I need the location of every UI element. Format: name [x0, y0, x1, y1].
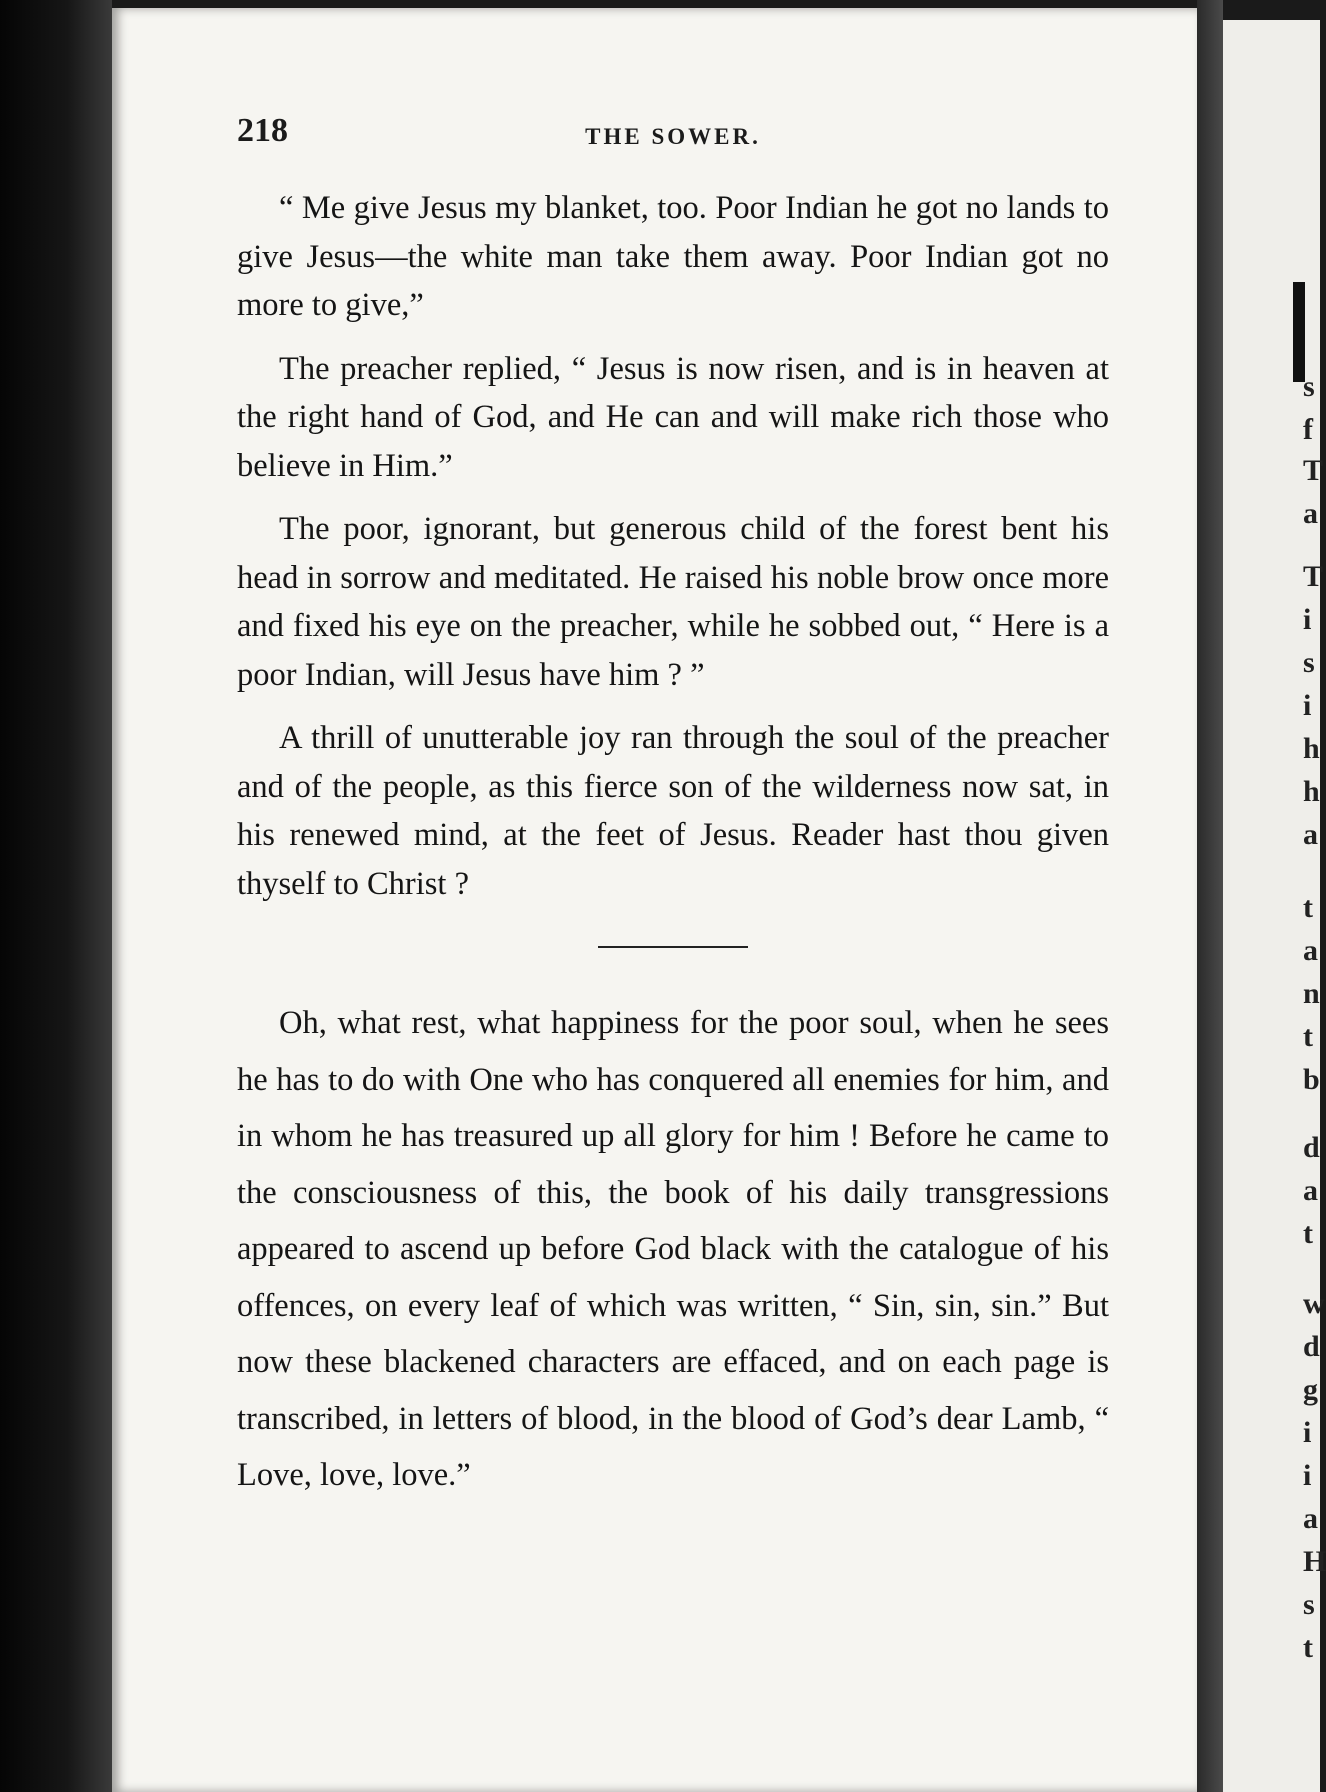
scan-dark-margin — [0, 0, 112, 1792]
facing-page-initial — [1293, 282, 1305, 382]
facing-page-line-start: f — [1303, 413, 1313, 446]
facing-page-line-start: i — [1303, 603, 1312, 636]
paragraph-child-of-forest: The poor, ignorant, but generous child of the forest bent his head in sorrow and meditated. He raised his noble brow once more and fixed his eye on the preacher, while he sobbed out, “ Here is a poor Indian, will Jesus have him ? ” — [237, 511, 1109, 693]
facing-page-fragment — [1223, 20, 1326, 1792]
paragraph-preacher-reply: The preacher replied, “ Jesus is now risen, and is in heaven at the right hand of God, and He can and will make rich those who believe in Him.” — [237, 350, 1109, 484]
facing-page-line-start: T — [1303, 560, 1324, 593]
paragraph-indian-blanket: “ Me give Jesus my blanket, too. Poor Indian he got no lands to give Jesus—the white man take them away. Poor Indian got no more to give,” — [237, 190, 1109, 323]
book-gutter — [1197, 0, 1223, 1792]
page-header — [237, 112, 1109, 164]
facing-page-line-start: d — [1303, 1330, 1320, 1363]
facing-page-line-start: t — [1303, 891, 1313, 924]
facing-page-line-start: s — [1303, 370, 1315, 403]
facing-page-line-start: s — [1303, 646, 1315, 679]
facing-page-line-start: s — [1303, 1588, 1315, 1621]
facing-page-line-start: a — [1303, 934, 1318, 967]
facing-page-line-start: w — [1303, 1287, 1325, 1320]
facing-page-line-start: i — [1303, 1416, 1312, 1449]
facing-page-line-start: g — [1303, 1373, 1318, 1406]
facing-page-line-start: h — [1303, 732, 1320, 765]
facing-page-line-start: T — [1303, 454, 1324, 487]
facing-page-line-start: a — [1303, 1502, 1318, 1535]
facing-page-line-start: a — [1303, 1174, 1318, 1207]
facing-page-line-start: b — [1303, 1063, 1320, 1096]
facing-page-line-start: t — [1303, 1020, 1313, 1053]
page-body — [237, 184, 1109, 1504]
running-title: THE SOWER. — [585, 124, 761, 149]
facing-page-line-start: h — [1303, 775, 1320, 808]
facing-page-line-start: d — [1303, 1131, 1320, 1164]
paragraph-rest-happiness: Oh, what rest, what happiness for the poor soul, when he sees he has to do with One who has conquered all enemies for him, and in whom he has treasured up all glory for him ! Before he came to the consciousness of this, the book of his daily transgressions appeared to ascend up before God black with the catalogue of his offences, on every leaf of which was written, “ Sin, sin, sin.” But now these blackened characters are effaced, and on each page is transcribed, in letters of blood, in the blood of God’s dear Lamb, “ Love, love, love.” — [237, 1005, 1109, 1493]
facing-page-line-start: a — [1303, 818, 1318, 851]
paragraph-thrill-of-joy: A thrill of unutterable joy ran through the soul of the preacher and of the people, as this fierce son of the wilderness now sat, in his renewed mind, at the feet of Jesus. Reader hast thou given thyself to Christ ? — [237, 720, 1109, 902]
facing-page-line-start: i — [1303, 1459, 1312, 1492]
facing-page-line-start: a — [1303, 497, 1318, 530]
second-passage-block — [237, 995, 1109, 1504]
facing-page-line-start: n — [1303, 977, 1320, 1010]
facing-page-line-start: t — [1303, 1217, 1313, 1250]
facing-page-line-start: H — [1303, 1545, 1326, 1578]
facing-page-line-start: i — [1303, 689, 1312, 722]
page-number: 218 — [237, 112, 288, 149]
facing-page-line-start: t — [1303, 1631, 1313, 1664]
section-divider — [598, 946, 748, 948]
